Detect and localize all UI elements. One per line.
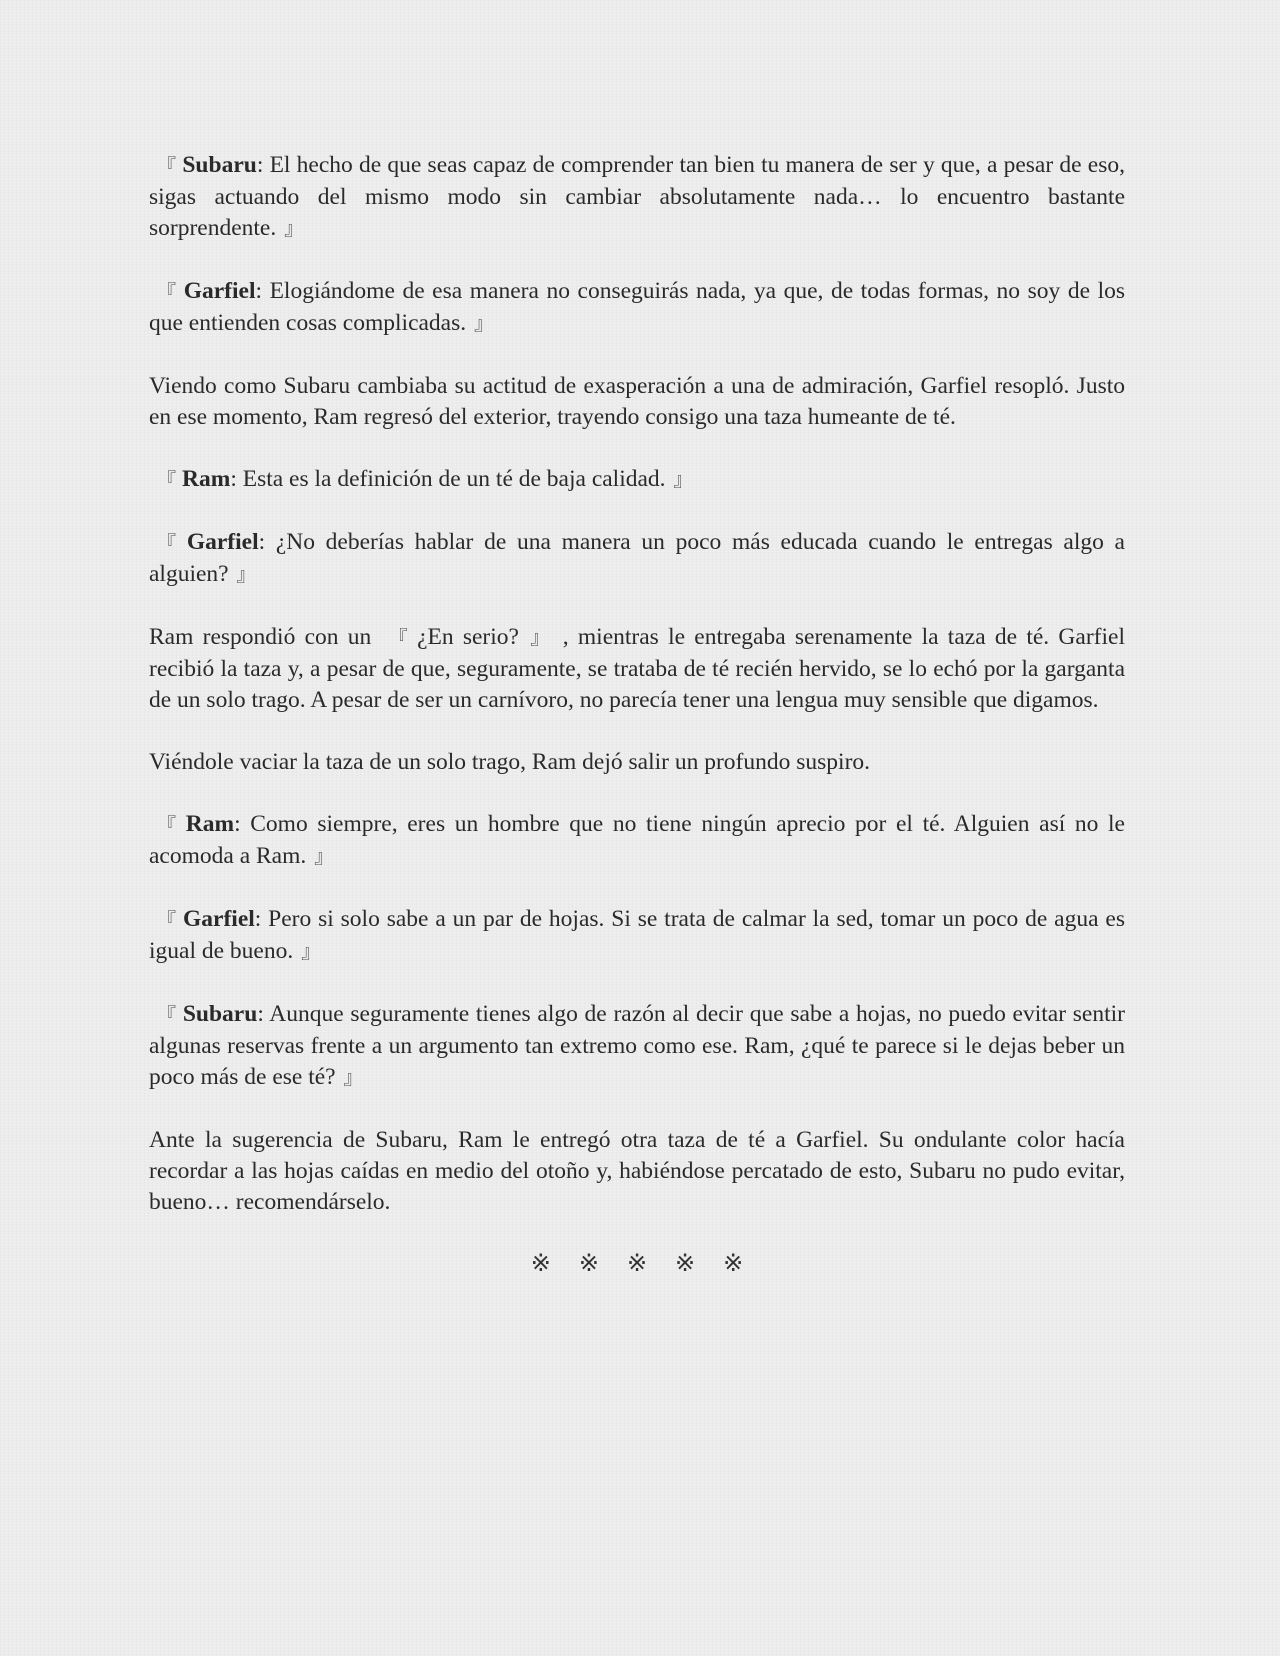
- open-quote-bracket: 『: [385, 627, 412, 649]
- close-quote-bracket: 』: [301, 941, 321, 963]
- open-quote-bracket: 『: [157, 814, 180, 836]
- dialogue-text: : El hecho de que seas capaz de comprender tan bien tu manera de ser y que, a pesar de eso, sigas actuando del mismo modo sin cambiar absolutamente nada… lo encuentro bastante sorprendente.: [149, 152, 1125, 241]
- narration-paragraph: [149, 1125, 1125, 1218]
- narration-paragraph: [149, 371, 1125, 433]
- close-quote-bracket: 』: [526, 627, 553, 649]
- narration-text: Viéndole vaciar la taza de un solo trago, Ram dejó salir un profundo suspiro.: [149, 749, 871, 775]
- dialogue-paragraph: [149, 527, 1125, 591]
- speaker-name: Garfiel: [183, 278, 256, 304]
- narration-text: , mientras le entregaba serenamente la taza de té. Garfiel recibió la taza y, a pesar de que, seguramente, se trataba de té recién hervido, se lo echó por la garganta de un solo trago. A pesar de ser un carnívoro, no parecía tener una lengua muy sensible que digamos.: [149, 624, 1125, 713]
- reference-mark-icon: ※: [530, 1249, 551, 1277]
- close-quote-bracket: 』: [673, 469, 693, 491]
- open-quote-bracket: 『: [157, 1004, 177, 1026]
- narration-text: Ante la sugerencia de Subaru, Ram le entregó otra taza de té a Garfiel. Su ondulante color hacía recordar a las hojas caídas en medio del otoño y, habiéndose percatado de esto, Subaru no pudo evitar, bueno… recomendárselo.: [149, 1127, 1125, 1215]
- narration-paragraph: [149, 747, 1125, 778]
- open-quote-bracket: 『: [157, 155, 177, 177]
- dialogue-text: : ¿No deberías hablar de una manera un poco más educada cuando le entregas algo a alguien?: [149, 529, 1125, 587]
- open-quote-bracket: 『: [157, 909, 177, 931]
- dialogue-paragraph: [149, 276, 1125, 340]
- dialogue-text: : Aunque seguramente tienes algo de razón al decir que sabe a hojas, no puedo evitar sentir algunas reservas frente a un argumento tan extremo como ese. Ram, ¿qué te parece si le dejas beber un poco más de ese té?: [149, 1001, 1125, 1090]
- dialogue-paragraph: [149, 809, 1125, 873]
- speaker-name: Garfiel: [186, 529, 259, 555]
- speaker-name: Subaru: [182, 152, 257, 178]
- dialogue-text: : Esta es la definición de un té de baja calidad.: [230, 466, 666, 492]
- speaker-name: Subaru: [182, 1001, 258, 1027]
- reference-mark-icon: ※: [723, 1249, 744, 1277]
- reference-mark-icon: ※: [578, 1249, 599, 1277]
- close-quote-bracket: 』: [314, 846, 334, 868]
- narration-text: Viendo como Subaru cambiaba su actitud de exasperación a una de admiración, Garfiel resopló. Justo en ese momento, Ram regresó del exterior, trayendo consigo una taza humeante de té.: [149, 373, 1125, 430]
- reference-mark-icon: ※: [675, 1249, 696, 1277]
- open-quote-bracket: 『: [157, 469, 177, 491]
- open-quote-bracket: 『: [157, 281, 178, 303]
- speaker-name: Ram: [185, 811, 235, 837]
- dialogue-text: : Elogiándome de esa manera no conseguirás nada, ya que, de todas formas, no soy de los que entienden cosas complicadas.: [149, 278, 1125, 336]
- dialogue-paragraph: [149, 464, 1125, 496]
- open-quote-bracket: 『: [157, 532, 181, 554]
- scene-break-separator: [149, 1249, 1125, 1277]
- narration-text: Ram respondió con un: [149, 624, 372, 650]
- page-content: [149, 150, 1125, 1277]
- close-quote-bracket: 』: [236, 564, 256, 586]
- dialogue-text: : Pero si solo sabe a un par de hojas. Si se trata de calmar la sed, tomar un poco de agua es igual de bueno.: [149, 906, 1125, 964]
- speaker-name: Ram: [182, 466, 231, 492]
- speaker-name: Garfiel: [183, 906, 255, 932]
- dialogue-paragraph: [149, 999, 1125, 1094]
- close-quote-bracket: 』: [343, 1067, 363, 1089]
- dialogue-text: : Como siempre, eres un hombre que no tiene ningún aprecio por el té. Alguien así no le acomoda a Ram.: [149, 811, 1125, 869]
- dialogue-paragraph: [149, 150, 1125, 245]
- inline-quote: ¿En serio?: [417, 624, 519, 650]
- close-quote-bracket: 』: [284, 218, 304, 240]
- close-quote-bracket: 』: [474, 313, 494, 335]
- narration-paragraph: [149, 622, 1125, 716]
- reference-mark-icon: ※: [626, 1249, 648, 1277]
- dialogue-paragraph: [149, 904, 1125, 968]
